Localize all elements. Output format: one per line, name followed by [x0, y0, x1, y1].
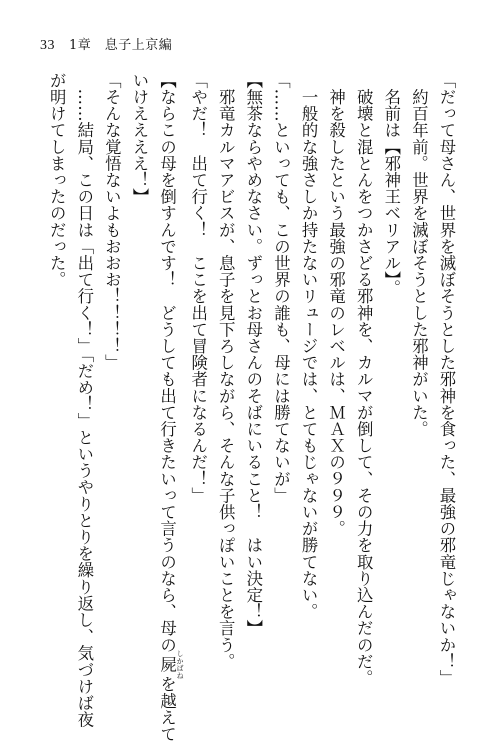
page-header — [40, 34, 172, 54]
text-line-15: が明けてしまったのだった。 — [47, 72, 67, 288]
text-line-4: 破壊と混とんをつかさどる邪神を、カルマが倒して、その力を取り込んだのだ。 — [354, 72, 374, 687]
text-line-8: 【無茶ならやめなさい。ずっとお母さんのそばにいること！ はい決定！】 — [243, 72, 263, 637]
body-text — [43, 72, 460, 742]
chapter-title: 1章 息子上京編 — [69, 38, 173, 53]
text-line-6: 一般的な強さしか持たないリュージでは、とてもじゃないが勝てない。 — [299, 72, 319, 620]
text-line-14: ……結局、この日は「出て行く！」「だめ！」というやりとりを繰り返し、気づけば夜 — [74, 72, 94, 728]
text-line-7: 「……といっても、この世界の誰も、母には勝てないが」 — [271, 72, 291, 504]
text-line-11: 【ならこの母を倒すんです！ どうしても出て行きたいって言うのなら、母の屍 しかばねを越えて — [157, 72, 185, 742]
page-number: 33 — [40, 38, 55, 53]
text-line-3: 名前は【邪神王ベリアル】。 — [381, 72, 401, 297]
text-line-13: 「そんな覚悟ないよもおおお！！！！」 — [102, 72, 122, 371]
text-line-5: 神を殺したという最強の邪竜のレベルは、ＭＡＸの９９９。 — [326, 72, 346, 537]
text-line-1: 「だって母さん、世界を滅ぼそうとした邪神を食った、最強の邪竜じゃないか！」 — [437, 72, 456, 687]
ruby-reading: しかばね — [176, 650, 185, 679]
text-line-10: 「やだ！ 出て行く！ ここを出て冒険者になるんだ！」 — [188, 72, 208, 504]
text-line-9: 邪竜カルマアビスが、息子を見下ろしながら、そんな子供っぽいことを言う。 — [216, 72, 236, 670]
text-line-12: いけええええ！】 — [129, 72, 149, 205]
text-line-2: 約百年前。世界を滅ぼそうとした邪神がいた。 — [409, 72, 429, 438]
ruby-annotation: 屍 しかばね — [157, 650, 185, 679]
